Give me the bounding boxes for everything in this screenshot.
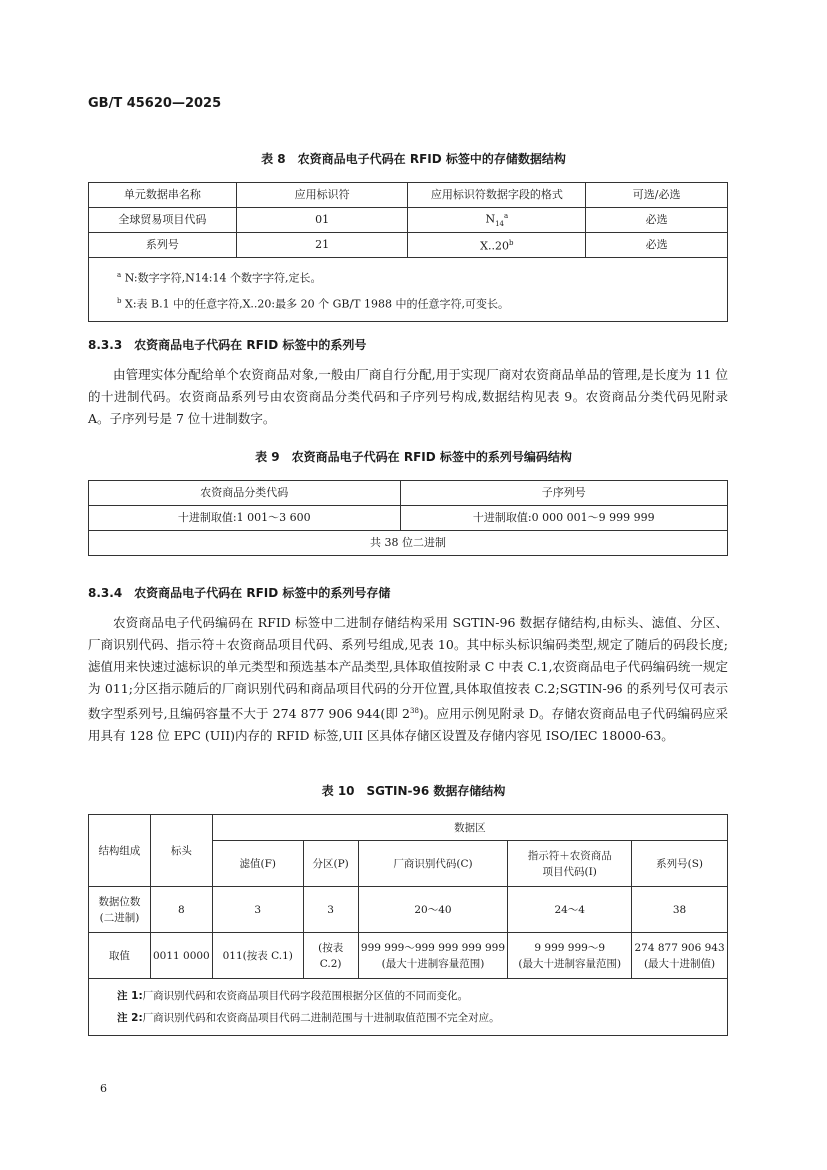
table8-header-row — [89, 183, 728, 208]
table8-col-format: 应用标识符数据字段的格式 — [408, 183, 586, 208]
paragraph — [88, 612, 728, 747]
note-text: N:数字字符,N14:14 个数字字符,定长。 — [124, 271, 322, 285]
table8-cell — [408, 233, 586, 258]
table8-notes-row — [89, 258, 728, 322]
table8-note-a — [117, 264, 725, 290]
table10-caption: 表 10 SGTIN-96 数据存储结构 — [321, 784, 506, 798]
cell-line: 999 999～999 999 999 999 — [360, 941, 506, 954]
table8-cell: 必选 — [586, 233, 728, 258]
table-row — [89, 933, 728, 979]
table-row — [89, 815, 728, 841]
table9 — [88, 480, 728, 556]
table10-cell — [508, 933, 632, 979]
table10-data-area-header: 数据区 — [212, 815, 727, 841]
table10-col-partition: 分区(P) — [303, 841, 358, 887]
cell-line: 274 877 906 943 — [634, 941, 725, 954]
table10-cell: 8 — [150, 887, 212, 933]
table10-notes — [89, 979, 728, 1036]
format-sub: 14 — [495, 219, 505, 228]
table8 — [88, 182, 728, 322]
table10-cell: 3 — [212, 887, 303, 933]
table10-col-serial: 系列号(S) — [632, 841, 728, 887]
cell-line: (最大十进制容量范围) — [518, 957, 622, 970]
page-number: 6 — [100, 1082, 107, 1095]
table9-cell: 十进制取值:1 001～3 600 — [89, 506, 401, 531]
format-main: N — [485, 212, 496, 226]
standard-number: GB/T 45620—2025 — [88, 96, 222, 111]
table8-cell: 01 — [236, 208, 408, 233]
table10-cell: (按表 C.2) — [303, 933, 358, 979]
table8-col-required: 可选/必选 — [586, 183, 728, 208]
table10-col-company: 厂商识别代码(C) — [358, 841, 508, 887]
table-row — [89, 887, 728, 933]
note-text: 厂商识别代码和农资商品项目代码二进制范围与十进制取值范围不完全对应。 — [142, 1012, 500, 1024]
table-row — [89, 233, 728, 258]
table10-note-1 — [117, 985, 725, 1007]
note-text: X:表 B.1 中的任意字符,X..20:最多 20 个 GB/T 1988 中的任意字符,可变长。 — [124, 297, 509, 311]
table8-notes — [89, 258, 728, 322]
table9-total: 共 38 位二进制 — [89, 531, 728, 556]
table10-note-2 — [117, 1007, 725, 1029]
cell-line: 数据位数 — [98, 895, 141, 908]
paragraph-text: 农资商品电子代码编码在 RFID 标签中二进制存储结构采用 SGTIN-96 数据存储结构,由标头、滤值、分区、厂商识别代码、指示符＋农资商品项目代码、系列号组成,见表 10。其中标头标识编码类型,规定了随后的码段长度;滤值用来快速过滤标识的单元类型和预选基本产品类型,具体取值按附录 C 中表 C.1,农资商品电子代码编码统一规定为 011;分区指示随后的厂商识别代码和商品项目代码的分开位置,具体取值按表 C.2;SGTIN-96 的系列号仅可表示数字型系列号,且编码容量不大于 274 877 906 944(即 2 — [88, 615, 728, 722]
table9-col-subserial: 子序列号 — [400, 481, 728, 506]
section-8-3-4-title: 8.3.4 农资商品电子代码在 RFID 标签中的系列号存储 — [88, 586, 391, 600]
table8-col-name: 单元数据串名称 — [89, 183, 237, 208]
cell-line: 项目代码(I) — [542, 865, 597, 878]
table10-cell — [358, 933, 508, 979]
table10-cell: 38 — [632, 887, 728, 933]
section-8-3-4-body — [88, 612, 728, 747]
table10-col-item — [508, 841, 632, 887]
cell-line: (二进制) — [99, 911, 140, 924]
table10-cell: 20～40 — [358, 887, 508, 933]
table10-struct-header: 结构组成 — [89, 815, 151, 887]
table10-bits-label — [89, 887, 151, 933]
table8-cell: 必选 — [586, 208, 728, 233]
table10-cell: 011(按表 C.1) — [212, 933, 303, 979]
table10-value-label: 取值 — [89, 933, 151, 979]
section-8-3-3-title: 8.3.3 农资商品电子代码在 RFID 标签中的系列号 — [88, 338, 367, 352]
table10-cell: 24～4 — [508, 887, 632, 933]
paragraph-text: )。应用示例见附录 D。存储农资商品电子代码编码应采用具有 128 位 EPC (UII)内存的 RFID 标签,UII 区具体存储区设置及存储内容见 ISO/IEC 18000-63。 — [88, 706, 729, 744]
table10-cell: 3 — [303, 887, 358, 933]
table9-cell: 十进制取值:0 000 001～9 999 999 — [400, 506, 728, 531]
table8-note-b — [117, 290, 725, 316]
table8-cell: 全球贸易项目代码 — [89, 208, 237, 233]
table10-cell: 0011 0000 — [150, 933, 212, 979]
table10-cell — [632, 933, 728, 979]
note-text: 厂商识别代码和农资商品项目代码字段范围根据分区值的不同而变化。 — [142, 990, 469, 1002]
format-main: X..20 — [480, 239, 509, 253]
table8-caption: 表 8 农资商品电子代码在 RFID 标签中的存储数据结构 — [261, 152, 566, 166]
table-row — [89, 481, 728, 506]
table9-caption: 表 9 农资商品电子代码在 RFID 标签中的系列号编码结构 — [255, 450, 572, 464]
table10-header-col: 标头 — [150, 815, 212, 887]
table8-cell: 21 — [236, 233, 408, 258]
footnote-ref: b — [509, 239, 514, 248]
table10-col-filter: 滤值(F) — [212, 841, 303, 887]
cell-line: (最大十进制值) — [643, 957, 716, 970]
table-row — [89, 506, 728, 531]
cell-line: 指示符＋农资商品 — [527, 849, 612, 862]
table10 — [88, 814, 728, 1036]
table-row — [89, 208, 728, 233]
table-row — [89, 531, 728, 556]
table9-col-category: 农资商品分类代码 — [89, 481, 401, 506]
paragraph: 由管理实体分配给单个农资商品对象,一般由厂商自行分配,用于实现厂商对农资商品单品的管理,是长度为 11 位的十进制代码。农资商品系列号由农资商品分类代码和子序列号构成,数据结构见表 9。农资商品分类代码见附录 A。子序列号是 7 位十进制数字。 — [88, 367, 728, 426]
cell-line: (最大十进制容量范围) — [381, 957, 485, 970]
table8-cell: 系列号 — [89, 233, 237, 258]
footnote-ref: a — [504, 212, 509, 221]
exponent: 38 — [410, 707, 419, 715]
cell-line: 9 999 999～9 — [534, 941, 606, 954]
note-label: 注 1: — [117, 990, 143, 1002]
table10-notes-row — [89, 979, 728, 1036]
section-8-3-3-body — [88, 364, 728, 430]
footnote-mark: b — [117, 296, 122, 305]
table8-col-ai: 应用标识符 — [236, 183, 408, 208]
note-label: 注 2: — [117, 1012, 143, 1024]
table8-cell — [408, 208, 586, 233]
footnote-mark: a — [117, 271, 122, 279]
